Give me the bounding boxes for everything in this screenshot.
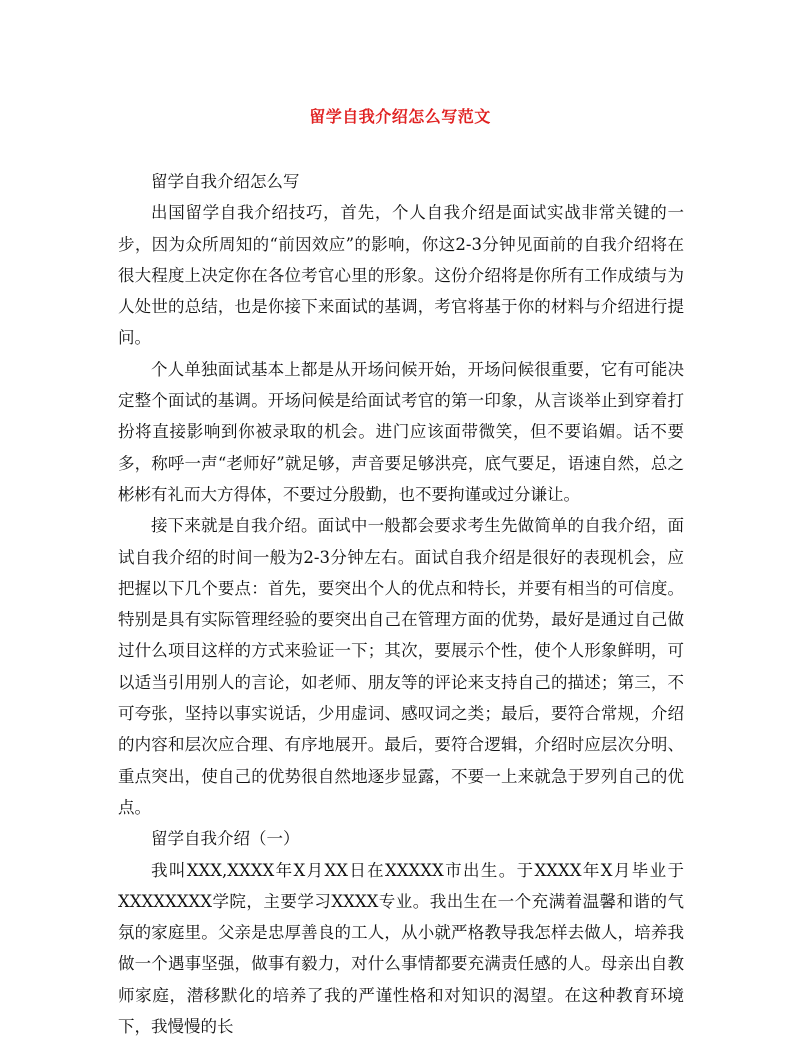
section-heading: 留学自我介绍（一） — [151, 829, 300, 849]
body-paragraph: 出国留学自我介绍技巧，首先，个人自我介绍是面试实战非常关键的一步，因为众所周知的“前因效应”的影响，你这2-3分钟见面前的自我介绍将在很大程度上决定你在各位考官心里的形象。这份介绍将是你所有工作成绩与为人处世的总结，也是你接下来面试的基调，考官将基于你的材料与介绍进行提问。 — [118, 203, 684, 348]
body-paragraph: 接下来就是自我介绍。面试中一般都会要求考生先做简单的自我介绍，面试自我介绍的时间一般为2-3分钟左右。面试自我介绍是很好的表现机会，应把握以下几个要点：首先，要突出个人的优点和特长，并要有相当的可信度。特别是具有实际管理经验的要突出自己在管理方面的优势，最好是通过自己做过什么项目这样的方式来验证一下；其次，要展示个性，使个人形象鲜明，可以适当引用别人的言论，如老师、朋友等的评论来支持自己的描述；第三，不可夸张，坚持以事实说话，少用虚词、感叹词之类；最后，要符合常规，介绍的内容和层次应合理、有序地展开。最后，要符合逻辑，介绍时应层次分明、重点突出，使自己的优势很自然地逐步显露，不要一上来就急于罗列自己的优点。 — [118, 516, 684, 817]
section-heading: 留学自我介绍怎么写 — [151, 172, 300, 191]
document-title: 留学自我介绍怎么写范文 — [309, 107, 491, 126]
body-paragraph: 个人单独面试基本上都是从开场问候开始，开场问候很重要，它有可能决定整个面试的基调。开场问候是给面试考官的第一印象，从言谈举止到穿着打扮将直接影响到你被录取的机会。进门应该面带微笑，但不要谄媚。话不要多，称呼一声“老师好”就足够，声音要足够洪亮，底气要足，语速自然，总之彬彬有礼而大方得体，不要过分殷勤，也不要拘谨或过分谦让。 — [118, 359, 684, 504]
document-body — [118, 166, 684, 1042]
body-paragraph: 我叫XXX,XXXX年X月XX日在XXXXX市出生。于XXXX年X月毕业于XXXXXXXX学院，主要学习XXXX专业。我出生在一个充满着温馨和谐的气氛的家庭里。父亲是忠厚善良的工人，从小就严格教导我怎样去做人，培养我做一个遇事坚强，做事有毅力，对什么事情都要充满责任感的人。母亲出自教师家庭，潜移默化的培养了我的严谨性格和对知识的渴望。在这种教育环境下，我慢慢的长 — [118, 860, 684, 1037]
